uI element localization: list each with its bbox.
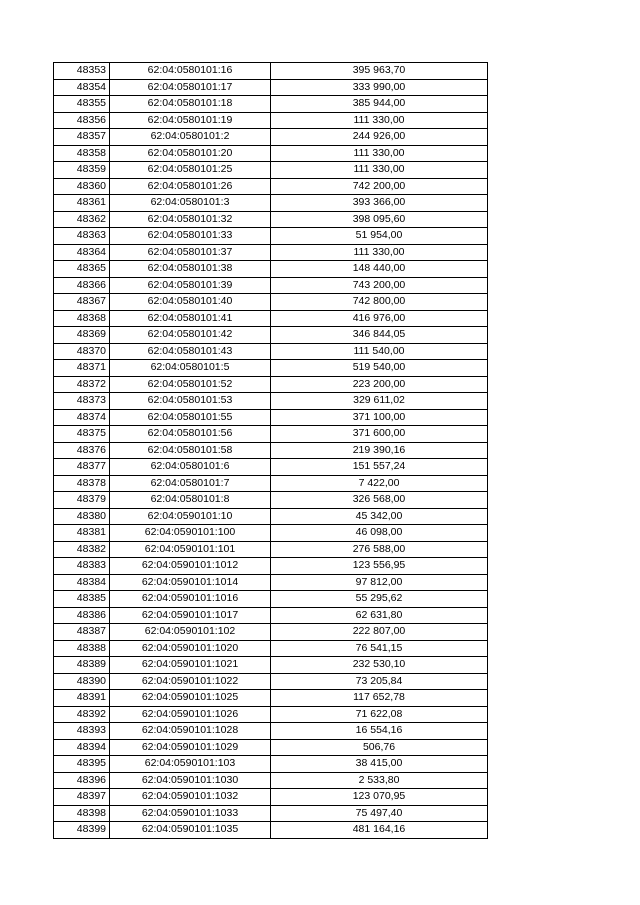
cadastral-number-cell: 62:04:0590101:1014 xyxy=(110,574,271,591)
cadastral-number-cell: 62:04:0590101:1020 xyxy=(110,640,271,657)
cadastral-number-cell: 62:04:0580101:38 xyxy=(110,261,271,278)
table-row xyxy=(54,756,488,773)
row-number-cell: 48376 xyxy=(54,442,110,459)
value-cell: 329 611,02 xyxy=(271,393,488,410)
value-cell: 16 554,16 xyxy=(271,723,488,740)
row-number-cell: 48375 xyxy=(54,426,110,443)
table-row xyxy=(54,624,488,641)
cadastral-value-table xyxy=(53,62,488,839)
cadastral-number-cell: 62:04:0580101:8 xyxy=(110,492,271,509)
value-cell: 123 556,95 xyxy=(271,558,488,575)
table-row xyxy=(54,178,488,195)
row-number-cell: 48387 xyxy=(54,624,110,641)
row-number-cell: 48390 xyxy=(54,673,110,690)
value-cell: 111 330,00 xyxy=(271,145,488,162)
table-row xyxy=(54,343,488,360)
cadastral-number-cell: 62:04:0590101:1035 xyxy=(110,822,271,839)
table-row xyxy=(54,640,488,657)
value-cell: 75 497,40 xyxy=(271,805,488,822)
table-row xyxy=(54,525,488,542)
table-row xyxy=(54,607,488,624)
table-row xyxy=(54,459,488,476)
cadastral-number-cell: 62:04:0580101:6 xyxy=(110,459,271,476)
row-number-cell: 48361 xyxy=(54,195,110,212)
table-row xyxy=(54,591,488,608)
value-cell: 73 205,84 xyxy=(271,673,488,690)
cadastral-number-cell: 62:04:0580101:5 xyxy=(110,360,271,377)
value-cell: 148 440,00 xyxy=(271,261,488,278)
value-cell: 151 557,24 xyxy=(271,459,488,476)
table-row xyxy=(54,574,488,591)
cadastral-number-cell: 62:04:0580101:37 xyxy=(110,244,271,261)
table-row xyxy=(54,145,488,162)
value-cell: 244 926,00 xyxy=(271,129,488,146)
cadastral-number-cell: 62:04:0580101:53 xyxy=(110,393,271,410)
value-cell: 38 415,00 xyxy=(271,756,488,773)
table-row xyxy=(54,129,488,146)
cadastral-number-cell: 62:04:0580101:20 xyxy=(110,145,271,162)
row-number-cell: 48397 xyxy=(54,789,110,806)
value-cell: 519 540,00 xyxy=(271,360,488,377)
table-row xyxy=(54,376,488,393)
row-number-cell: 48392 xyxy=(54,706,110,723)
row-number-cell: 48353 xyxy=(54,63,110,80)
table-row xyxy=(54,739,488,756)
row-number-cell: 48395 xyxy=(54,756,110,773)
cadastral-number-cell: 62:04:0590101:1026 xyxy=(110,706,271,723)
cadastral-number-cell: 62:04:0580101:2 xyxy=(110,129,271,146)
value-cell: 2 533,80 xyxy=(271,772,488,789)
table-row xyxy=(54,558,488,575)
table-row xyxy=(54,277,488,294)
row-number-cell: 48356 xyxy=(54,112,110,129)
cadastral-number-cell: 62:04:0580101:25 xyxy=(110,162,271,179)
value-cell: 223 200,00 xyxy=(271,376,488,393)
table-row xyxy=(54,393,488,410)
cadastral-number-cell: 62:04:0580101:40 xyxy=(110,294,271,311)
row-number-cell: 48354 xyxy=(54,79,110,96)
value-cell: 51 954,00 xyxy=(271,228,488,245)
table-row xyxy=(54,244,488,261)
row-number-cell: 48381 xyxy=(54,525,110,542)
value-cell: 393 366,00 xyxy=(271,195,488,212)
row-number-cell: 48393 xyxy=(54,723,110,740)
row-number-cell: 48366 xyxy=(54,277,110,294)
cadastral-number-cell: 62:04:0590101:101 xyxy=(110,541,271,558)
value-cell: 398 095,60 xyxy=(271,211,488,228)
cadastral-number-cell: 62:04:0590101:1025 xyxy=(110,690,271,707)
row-number-cell: 48391 xyxy=(54,690,110,707)
table-row xyxy=(54,706,488,723)
cadastral-number-cell: 62:04:0580101:16 xyxy=(110,63,271,80)
cadastral-number-cell: 62:04:0590101:1016 xyxy=(110,591,271,608)
table-row xyxy=(54,112,488,129)
value-cell: 371 100,00 xyxy=(271,409,488,426)
table-row xyxy=(54,79,488,96)
row-number-cell: 48388 xyxy=(54,640,110,657)
cadastral-number-cell: 62:04:0580101:41 xyxy=(110,310,271,327)
value-cell: 326 568,00 xyxy=(271,492,488,509)
value-cell: 45 342,00 xyxy=(271,508,488,525)
table-row xyxy=(54,261,488,278)
cadastral-number-cell: 62:04:0590101:100 xyxy=(110,525,271,542)
table-row xyxy=(54,822,488,839)
row-number-cell: 48394 xyxy=(54,739,110,756)
row-number-cell: 48386 xyxy=(54,607,110,624)
table-row xyxy=(54,475,488,492)
value-cell: 111 330,00 xyxy=(271,162,488,179)
value-cell: 111 330,00 xyxy=(271,112,488,129)
cadastral-number-cell: 62:04:0580101:52 xyxy=(110,376,271,393)
cadastral-number-cell: 62:04:0590101:1028 xyxy=(110,723,271,740)
cadastral-number-cell: 62:04:0580101:17 xyxy=(110,79,271,96)
table-row xyxy=(54,409,488,426)
cadastral-number-cell: 62:04:0580101:18 xyxy=(110,96,271,113)
cadastral-number-cell: 62:04:0590101:1012 xyxy=(110,558,271,575)
value-cell: 385 944,00 xyxy=(271,96,488,113)
value-cell: 395 963,70 xyxy=(271,63,488,80)
table-row xyxy=(54,805,488,822)
row-number-cell: 48364 xyxy=(54,244,110,261)
row-number-cell: 48379 xyxy=(54,492,110,509)
table-row xyxy=(54,96,488,113)
table-row xyxy=(54,63,488,80)
row-number-cell: 48365 xyxy=(54,261,110,278)
value-cell: 219 390,16 xyxy=(271,442,488,459)
table-row xyxy=(54,195,488,212)
row-number-cell: 48380 xyxy=(54,508,110,525)
table-row xyxy=(54,541,488,558)
value-cell: 55 295,62 xyxy=(271,591,488,608)
table-row xyxy=(54,657,488,674)
row-number-cell: 48359 xyxy=(54,162,110,179)
cadastral-number-cell: 62:04:0580101:19 xyxy=(110,112,271,129)
row-number-cell: 48382 xyxy=(54,541,110,558)
value-cell: 371 600,00 xyxy=(271,426,488,443)
cadastral-number-cell: 62:04:0590101:10 xyxy=(110,508,271,525)
value-cell: 117 652,78 xyxy=(271,690,488,707)
row-number-cell: 48385 xyxy=(54,591,110,608)
value-cell: 742 800,00 xyxy=(271,294,488,311)
table-row xyxy=(54,162,488,179)
cadastral-number-cell: 62:04:0580101:43 xyxy=(110,343,271,360)
value-cell: 97 812,00 xyxy=(271,574,488,591)
row-number-cell: 48377 xyxy=(54,459,110,476)
value-cell: 232 530,10 xyxy=(271,657,488,674)
value-cell: 7 422,00 xyxy=(271,475,488,492)
row-number-cell: 48369 xyxy=(54,327,110,344)
table-row xyxy=(54,327,488,344)
table-row xyxy=(54,492,488,509)
row-number-cell: 48372 xyxy=(54,376,110,393)
value-cell: 76 541,15 xyxy=(271,640,488,657)
row-number-cell: 48358 xyxy=(54,145,110,162)
value-cell: 333 990,00 xyxy=(271,79,488,96)
cadastral-number-cell: 62:04:0590101:1033 xyxy=(110,805,271,822)
table-row xyxy=(54,228,488,245)
value-cell: 506,76 xyxy=(271,739,488,756)
row-number-cell: 48373 xyxy=(54,393,110,410)
value-cell: 481 164,16 xyxy=(271,822,488,839)
row-number-cell: 48357 xyxy=(54,129,110,146)
row-number-cell: 48374 xyxy=(54,409,110,426)
cadastral-number-cell: 62:04:0590101:1017 xyxy=(110,607,271,624)
value-cell: 742 200,00 xyxy=(271,178,488,195)
row-number-cell: 48355 xyxy=(54,96,110,113)
cadastral-number-cell: 62:04:0580101:3 xyxy=(110,195,271,212)
value-cell: 62 631,80 xyxy=(271,607,488,624)
table-row xyxy=(54,294,488,311)
table-row xyxy=(54,508,488,525)
table-row xyxy=(54,789,488,806)
cadastral-number-cell: 62:04:0580101:26 xyxy=(110,178,271,195)
value-cell: 346 844,05 xyxy=(271,327,488,344)
table-row xyxy=(54,211,488,228)
cadastral-number-cell: 62:04:0580101:58 xyxy=(110,442,271,459)
value-cell: 71 622,08 xyxy=(271,706,488,723)
cadastral-number-cell: 62:04:0590101:1022 xyxy=(110,673,271,690)
value-cell: 743 200,00 xyxy=(271,277,488,294)
table-row xyxy=(54,360,488,377)
cadastral-number-cell: 62:04:0590101:1030 xyxy=(110,772,271,789)
row-number-cell: 48360 xyxy=(54,178,110,195)
value-cell: 111 330,00 xyxy=(271,244,488,261)
cadastral-number-cell: 62:04:0590101:1029 xyxy=(110,739,271,756)
row-number-cell: 48370 xyxy=(54,343,110,360)
table-row xyxy=(54,723,488,740)
value-cell: 123 070,95 xyxy=(271,789,488,806)
table-row xyxy=(54,772,488,789)
cadastral-number-cell: 62:04:0580101:55 xyxy=(110,409,271,426)
table-row xyxy=(54,426,488,443)
row-number-cell: 48371 xyxy=(54,360,110,377)
cadastral-number-cell: 62:04:0590101:1032 xyxy=(110,789,271,806)
row-number-cell: 48378 xyxy=(54,475,110,492)
value-cell: 222 807,00 xyxy=(271,624,488,641)
value-cell: 46 098,00 xyxy=(271,525,488,542)
row-number-cell: 48389 xyxy=(54,657,110,674)
row-number-cell: 48362 xyxy=(54,211,110,228)
cadastral-number-cell: 62:04:0580101:32 xyxy=(110,211,271,228)
cadastral-number-cell: 62:04:0580101:39 xyxy=(110,277,271,294)
table-body xyxy=(54,63,488,839)
table-row xyxy=(54,442,488,459)
row-number-cell: 48368 xyxy=(54,310,110,327)
table-row xyxy=(54,310,488,327)
value-cell: 416 976,00 xyxy=(271,310,488,327)
row-number-cell: 48367 xyxy=(54,294,110,311)
table-row xyxy=(54,673,488,690)
row-number-cell: 48384 xyxy=(54,574,110,591)
cadastral-number-cell: 62:04:0580101:7 xyxy=(110,475,271,492)
cadastral-number-cell: 62:04:0590101:103 xyxy=(110,756,271,773)
row-number-cell: 48363 xyxy=(54,228,110,245)
table-row xyxy=(54,690,488,707)
cadastral-number-cell: 62:04:0590101:1021 xyxy=(110,657,271,674)
row-number-cell: 48399 xyxy=(54,822,110,839)
cadastral-number-cell: 62:04:0590101:102 xyxy=(110,624,271,641)
row-number-cell: 48398 xyxy=(54,805,110,822)
row-number-cell: 48383 xyxy=(54,558,110,575)
cadastral-number-cell: 62:04:0580101:56 xyxy=(110,426,271,443)
value-cell: 276 588,00 xyxy=(271,541,488,558)
cadastral-number-cell: 62:04:0580101:42 xyxy=(110,327,271,344)
value-cell: 111 540,00 xyxy=(271,343,488,360)
cadastral-number-cell: 62:04:0580101:33 xyxy=(110,228,271,245)
row-number-cell: 48396 xyxy=(54,772,110,789)
